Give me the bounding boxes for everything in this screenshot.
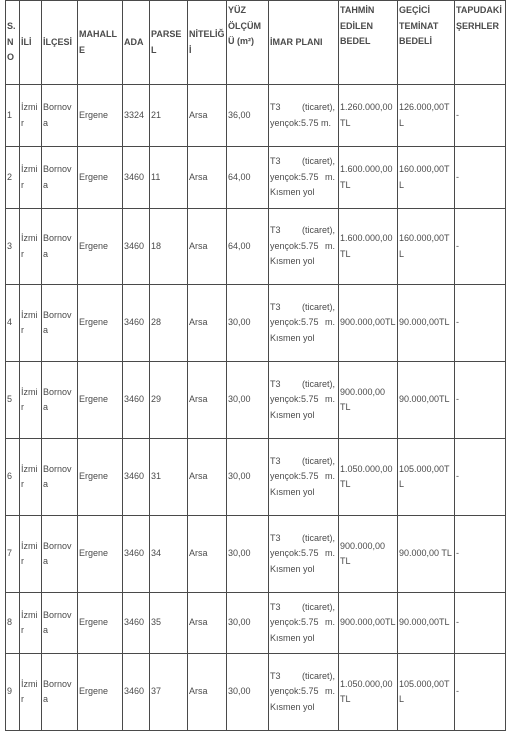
table-row	[6, 362, 506, 439]
cell-parsel: 31	[150, 439, 188, 516]
cell-mahalle: Ergene	[78, 85, 123, 147]
cell-il: İzmir	[20, 85, 42, 147]
cell-no: 7	[6, 516, 20, 593]
cell-teminat: 90.000,00TL	[398, 285, 455, 362]
cell-bedel: 1.260.000,00 TL	[339, 85, 398, 147]
cell-teminat: 160.000,00TL	[398, 147, 455, 209]
table-row	[6, 654, 506, 731]
cell-teminat: 90.000,00 TL	[398, 516, 455, 593]
cell-ilce: Bornova	[42, 516, 78, 593]
header-imar: İMAR PLANI	[269, 1, 339, 85]
cell-mahalle: Ergene	[78, 147, 123, 209]
cell-yuzolcumu: 30,00	[227, 439, 269, 516]
cell-nitelik: Arsa	[188, 654, 227, 731]
cell-mahalle: Ergene	[78, 439, 123, 516]
table-row	[6, 147, 506, 209]
header-ada: ADA	[123, 1, 150, 85]
parcel-table	[5, 0, 506, 731]
cell-yuzolcumu: 36,00	[227, 85, 269, 147]
cell-yuzolcumu: 30,00	[227, 654, 269, 731]
header-nitelik: NİTELİĞİ	[188, 1, 227, 85]
cell-imar: T3 (ticaret), yençok:5.75 m. Kısmen yol	[269, 439, 339, 516]
cell-bedel: 900.000,00TL	[339, 285, 398, 362]
cell-imar: T3 (ticaret), yençok:5.75 m. Kısmen yol	[269, 516, 339, 593]
header-tapu: TAPUDAKİ ŞERHLER	[455, 1, 506, 85]
cell-imar: T3 (ticaret), yençok:5.75 m. Kısmen yol	[269, 362, 339, 439]
cell-ada: 3460	[123, 285, 150, 362]
cell-mahalle: Ergene	[78, 285, 123, 362]
cell-yuzolcumu: 64,00	[227, 147, 269, 209]
header-il: İLİ	[20, 1, 42, 85]
cell-mahalle: Ergene	[78, 209, 123, 285]
cell-parsel: 34	[150, 516, 188, 593]
table-row	[6, 285, 506, 362]
cell-bedel: 900.000,00TL	[339, 593, 398, 654]
cell-il: İzmir	[20, 516, 42, 593]
cell-serh: -	[455, 285, 506, 362]
cell-ilce: Bornova	[42, 362, 78, 439]
cell-serh: -	[455, 362, 506, 439]
cell-ilce: Bornova	[42, 285, 78, 362]
cell-mahalle: Ergene	[78, 362, 123, 439]
cell-no: 5	[6, 362, 20, 439]
cell-bedel: 1.050.000,00 TL	[339, 654, 398, 731]
cell-parsel: 37	[150, 654, 188, 731]
header-parsel: PARSEL	[150, 1, 188, 85]
cell-no: 1	[6, 85, 20, 147]
cell-nitelik: Arsa	[188, 285, 227, 362]
cell-nitelik: Arsa	[188, 516, 227, 593]
cell-il: İzmir	[20, 147, 42, 209]
cell-serh: -	[455, 654, 506, 731]
cell-bedel: 900.000,00 TL	[339, 362, 398, 439]
cell-ada: 3460	[123, 593, 150, 654]
cell-il: İzmir	[20, 593, 42, 654]
cell-serh: -	[455, 85, 506, 147]
header-row	[6, 1, 506, 85]
cell-ada: 3460	[123, 516, 150, 593]
cell-parsel: 28	[150, 285, 188, 362]
cell-ilce: Bornova	[42, 147, 78, 209]
header-sno: S. NO	[6, 1, 20, 85]
cell-serh: -	[455, 516, 506, 593]
cell-ada: 3460	[123, 654, 150, 731]
cell-il: İzmir	[20, 362, 42, 439]
header-ilce: İLÇESİ	[42, 1, 78, 85]
cell-yuzolcumu: 30,00	[227, 516, 269, 593]
cell-no: 8	[6, 593, 20, 654]
cell-no: 3	[6, 209, 20, 285]
cell-imar: T3 (ticaret), yençok:5.75 m. Kısmen yol	[269, 285, 339, 362]
cell-teminat: 90.000,00TL	[398, 362, 455, 439]
cell-ada: 3460	[123, 439, 150, 516]
table-row	[6, 593, 506, 654]
cell-nitelik: Arsa	[188, 362, 227, 439]
cell-ilce: Bornova	[42, 439, 78, 516]
cell-il: İzmir	[20, 285, 42, 362]
cell-ada: 3460	[123, 362, 150, 439]
cell-serh: -	[455, 209, 506, 285]
cell-il: İzmir	[20, 439, 42, 516]
cell-imar: T3 (ticaret), yençok:5.75 m. Kısmen yol	[269, 654, 339, 731]
cell-yuzolcumu: 30,00	[227, 285, 269, 362]
header-mahalle: MAHALLE	[78, 1, 123, 85]
cell-ilce: Bornova	[42, 209, 78, 285]
cell-no: 6	[6, 439, 20, 516]
cell-nitelik: Arsa	[188, 593, 227, 654]
cell-bedel: 900.000,00 TL	[339, 516, 398, 593]
cell-teminat: 90.000,00TL	[398, 593, 455, 654]
cell-yuzolcumu: 30,00	[227, 593, 269, 654]
cell-mahalle: Ergene	[78, 593, 123, 654]
cell-parsel: 11	[150, 147, 188, 209]
cell-ada: 3324	[123, 85, 150, 147]
cell-serh: -	[455, 147, 506, 209]
cell-no: 2	[6, 147, 20, 209]
cell-bedel: 1.600.000,00 TL	[339, 209, 398, 285]
cell-il: İzmir	[20, 209, 42, 285]
cell-serh: -	[455, 439, 506, 516]
cell-ilce: Bornova	[42, 593, 78, 654]
cell-bedel: 1.050.000,00 TL	[339, 439, 398, 516]
cell-teminat: 160.000,00TL	[398, 209, 455, 285]
cell-imar: T3 (ticaret), yençok:5.75 m.	[269, 85, 339, 147]
cell-yuzolcumu: 30,00	[227, 362, 269, 439]
cell-ilce: Bornova	[42, 654, 78, 731]
cell-ilce: Bornova	[42, 85, 78, 147]
cell-il: İzmir	[20, 654, 42, 731]
cell-teminat: 105.000,00TL	[398, 654, 455, 731]
cell-ada: 3460	[123, 147, 150, 209]
header-teminat: GEÇİCİ TEMİNAT BEDELİ	[398, 1, 455, 85]
cell-imar: T3 (ticaret), yençok:5.75 m. Kısmen yol	[269, 593, 339, 654]
cell-teminat: 126.000,00TL	[398, 85, 455, 147]
table-row	[6, 85, 506, 147]
cell-mahalle: Ergene	[78, 516, 123, 593]
cell-parsel: 18	[150, 209, 188, 285]
cell-nitelik: Arsa	[188, 439, 227, 516]
cell-no: 4	[6, 285, 20, 362]
cell-imar: T3 (ticaret), yençok:5.75 m. Kısmen yol	[269, 147, 339, 209]
cell-no: 9	[6, 654, 20, 731]
cell-parsel: 35	[150, 593, 188, 654]
cell-parsel: 21	[150, 85, 188, 147]
cell-bedel: 1.600.000,00 TL	[339, 147, 398, 209]
cell-imar: T3 (ticaret), yençok:5.75 m. Kısmen yol	[269, 209, 339, 285]
cell-teminat: 105.000,00TL	[398, 439, 455, 516]
table-row	[6, 209, 506, 285]
cell-nitelik: Arsa	[188, 147, 227, 209]
table-row	[6, 516, 506, 593]
cell-ada: 3460	[123, 209, 150, 285]
header-bedel: TAHMİN EDİLEN BEDEL	[339, 1, 398, 85]
cell-yuzolcumu: 64,00	[227, 209, 269, 285]
cell-mahalle: Ergene	[78, 654, 123, 731]
cell-nitelik: Arsa	[188, 85, 227, 147]
cell-parsel: 29	[150, 362, 188, 439]
cell-nitelik: Arsa	[188, 209, 227, 285]
table-row	[6, 439, 506, 516]
cell-serh: -	[455, 593, 506, 654]
header-yuzolcumu: YÜZ ÖLÇÜMÜ (m²)	[227, 1, 269, 85]
